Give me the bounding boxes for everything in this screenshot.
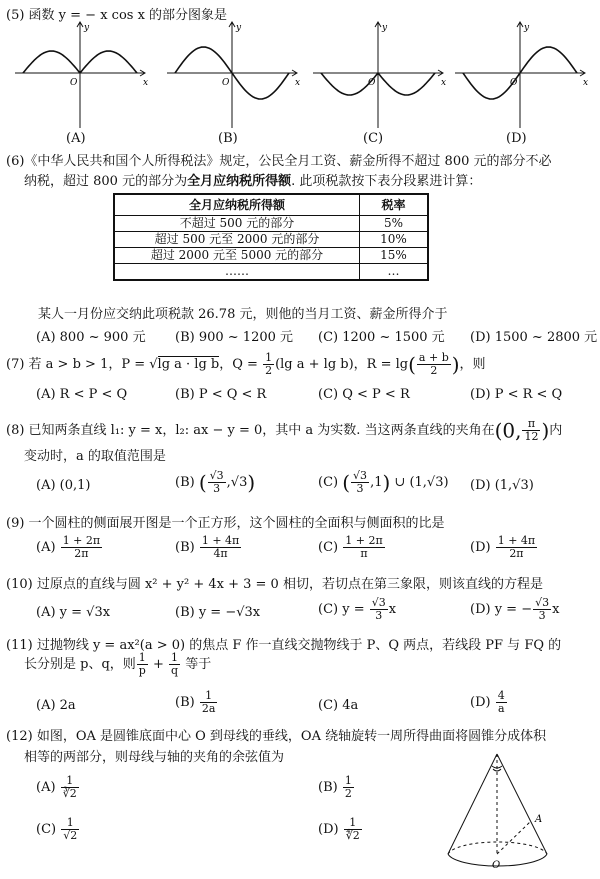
q11-option-d: (D) $\frac{4}{a}$ [470, 689, 505, 715]
q9-option-a: (A) $\frac{1 + 2\pi}{2\pi}$ [36, 534, 101, 560]
q11-option-a: (A) 2a [36, 698, 76, 713]
question-10-stem: (10) 过原点的直线与圆 x² + y² + 4x + 3 = 0 相切，若切点在第三象限，则该直线的方程是 [6, 577, 543, 592]
q12-option-a: (A) $\frac{1}{∛2}$ [36, 774, 77, 800]
q6-text-b: . 此项税款按下表分段累进计算： [291, 174, 482, 189]
table-cell: 15% [360, 248, 429, 264]
graph-b-label: (B) [218, 131, 238, 146]
q6-text-a: 纳税，超过 800 元的部分为 [24, 174, 188, 189]
q12-option-c: (C) $\frac{1}{√2}$ [36, 816, 78, 842]
q7-q-body: (lg a + lg b)，R = lg [275, 357, 409, 372]
question-12-line1: (12) 如图，OA 是圆锥底面中心 O 到母线的垂线，OA 绕轴旋转一周所得曲面将圆锥分成体积 [6, 729, 547, 744]
question-7-stem: (7) 若 a > b > 1，P = √lg a · lg b，Q = $\frac{1}{2}$ (lg a + lg b)，R = lg( $\frac{a + b}{2}$ )，则 [6, 351, 486, 377]
point-a-label: A [535, 814, 543, 825]
y-label: y [236, 23, 242, 33]
graph-c-label: (C) [363, 131, 384, 146]
question-12-line2: 相等的两部分，则母线与轴的夹角的余弦值为 [24, 750, 285, 765]
q11-option-c: (C) 4a [318, 698, 359, 713]
x-label: x [583, 78, 589, 88]
q8-text-b: 内 [549, 423, 563, 438]
q12-option-d: (D) $\frac{1}{∜2}$ [318, 816, 360, 842]
q10-option-a: (A) y = √3x [36, 605, 111, 620]
sqrt-sign: √ [149, 357, 158, 372]
table-cell: 5% [360, 216, 429, 232]
q7-pre: (7) 若 a > b > 1，P = [6, 357, 150, 372]
graph-a-label: (A) [66, 131, 86, 146]
q7-option-d: (D) P < R < Q [470, 387, 563, 402]
q7-sqrt-body: lg a · lg b [157, 357, 220, 372]
q10-option-c: (C) y = $\frac{√3}{3}$ x [318, 596, 397, 622]
origin-label: O [222, 78, 230, 88]
q6-option-b: (B) 900 ~ 1200 元 [175, 330, 294, 345]
fraction: $\frac{a + b}{2}$ [418, 351, 449, 377]
q7-q-part: ，Q = [219, 357, 263, 372]
q8-option-a: (A) (0,1) [36, 478, 91, 493]
table-cell: 超过 2000 元至 5000 元的部分 [114, 248, 360, 264]
q10-option-b: (B) y = −√3x [175, 605, 261, 620]
q9-option-d: (D) $\frac{1 + 4\pi}{2\pi}$ [470, 534, 536, 560]
table-row [114, 264, 428, 281]
cone-figure [440, 746, 590, 876]
origin-label: O [510, 78, 518, 88]
graph-d-label: (D) [506, 131, 527, 146]
question-11-line2: 长分别是 p、q，则 $\frac{1}{p}$ + $\frac{1}{q}$ 等于 [24, 651, 212, 677]
origin-label: O [70, 78, 78, 88]
q9-option-b: (B) $\frac{1 + 4\pi}{4\pi}$ [175, 534, 240, 560]
question-5-stem: (5) 函数 y = − x cos x 的部分图象是 [6, 8, 228, 23]
question-6-stem: 某人一月份应交纳此项税款 26.78 元，则他的当月工资、薪金所得介于 [38, 307, 448, 322]
q8-option-d: (D) (1,√3) [470, 478, 534, 493]
q12-option-b: (B) $\frac{1}{2}$ [318, 774, 352, 800]
q6-option-d: (D) 1500 ~ 2800 元 [470, 330, 598, 345]
y-label: y [524, 23, 530, 33]
table-row [114, 248, 428, 264]
q8-interval-open: (0, [494, 418, 522, 443]
question-9-stem: (9) 一个圆柱的侧面展开图是一个正方形，这个圆柱的全面积与侧面积的比是 [6, 516, 445, 531]
point-o-label: O [492, 860, 501, 871]
q7-option-a: (A) R < P < Q [36, 387, 128, 402]
table-row [114, 232, 428, 248]
y-label: y [382, 23, 388, 33]
origin-label: O [368, 78, 376, 88]
table-header: 全月应纳税所得额 [114, 194, 360, 216]
x-label: x [441, 78, 447, 88]
question-6-line2 [24, 170, 481, 189]
q6-option-c: (C) 1200 ~ 1500 元 [318, 330, 445, 345]
q8-option-b: (B) ( $\frac{√3}{3}$ ,√3) [175, 469, 256, 495]
question-11-line1: (11) 过抛物线 y = ax²(a > 0) 的焦点 F 作一直线交抛物线于 P、Q 两点，若线段 PF 与 FQ 的 [6, 638, 562, 653]
q6-bold-term: 全月应纳税所得额 [187, 174, 292, 189]
table-row [114, 216, 428, 232]
question-8-line1 [6, 418, 562, 443]
table-header: 税率 [360, 194, 429, 216]
q8-option-c: (C) ( $\frac{√3}{3}$ ,1) ∪ (1,√3) [318, 469, 449, 495]
x-label: x [295, 78, 301, 88]
q6-option-a: (A) 800 ~ 900 元 [36, 330, 146, 345]
q10-option-d: (D) y = − $\frac{√3}{3}$ x [470, 596, 560, 622]
y-label: y [84, 23, 90, 33]
table-cell: 不超过 500 元的部分 [114, 216, 360, 232]
q8-interval-close: ) [541, 418, 550, 443]
q7-post: ，则 [459, 357, 486, 372]
q8-text: (8) 已知两条直线 l₁: y = x，l₂: ax − y = 0，其中 a 为实数. 当这两条直线的夹角在 [6, 423, 495, 438]
question-8-line2: 变动时，a 的取值范围是 [24, 449, 166, 464]
q7-option-b: (B) P < Q < R [175, 387, 267, 402]
x-label: x [143, 78, 149, 88]
question-6-line1: (6)《中华人民共和国个人所得税法》规定，公民全月工资、薪金所得不超过 800 元的部分不必 [6, 154, 552, 169]
q9-option-c: (C) $\frac{1 + 2\pi}{\pi}$ [318, 534, 383, 560]
table-cell: …… [114, 264, 360, 281]
table-cell: … [360, 264, 429, 281]
fraction: $\frac{1}{2}$ [265, 351, 273, 377]
q7-option-c: (C) Q < P < R [318, 387, 410, 402]
tax-rate-table [113, 193, 429, 281]
fraction: $\frac{\pi}{12}$ [524, 417, 539, 443]
table-cell: 超过 500 元至 2000 元的部分 [114, 232, 360, 248]
q11-option-b: (B) $\frac{1}{2a}$ [175, 689, 216, 715]
table-cell: 10% [360, 232, 429, 248]
